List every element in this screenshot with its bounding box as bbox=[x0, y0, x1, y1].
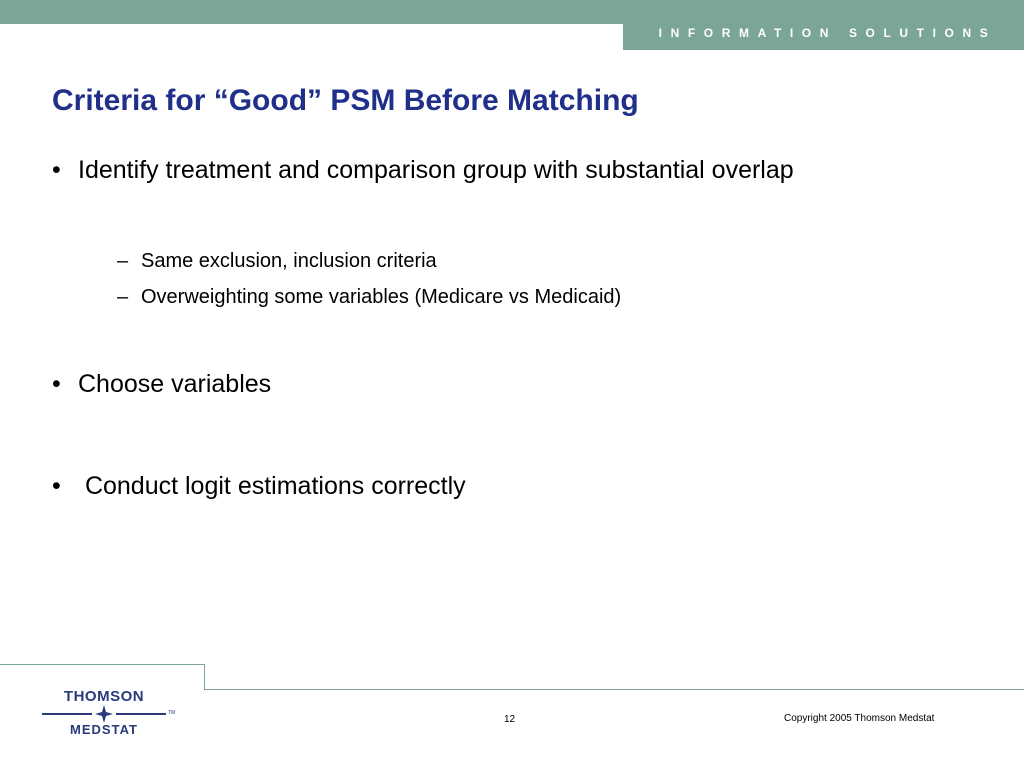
thomson-medstat-logo bbox=[40, 688, 180, 740]
slide-title: Criteria for “Good” PSM Before Matching bbox=[52, 84, 639, 117]
sub-bullet-text: Overweighting some variables (Medicare vs Medicaid) bbox=[141, 286, 622, 308]
footer-divider bbox=[204, 664, 205, 690]
copyright-notice: Copyright 2005 Thomson Medstat bbox=[784, 713, 935, 724]
bullet-text: Identify treatment and comparison group with substantial overlap bbox=[78, 156, 794, 184]
sub-bullet-mark: – bbox=[117, 286, 129, 308]
sub-bullet-item bbox=[117, 250, 437, 273]
bullet-mark: • bbox=[52, 472, 61, 500]
bullet-item bbox=[52, 370, 271, 399]
sub-bullet-mark: – bbox=[117, 250, 129, 272]
sub-bullet-item bbox=[117, 286, 621, 309]
bullet-text: Conduct logit estimations correctly bbox=[78, 472, 466, 500]
bullet-text: Choose variables bbox=[78, 370, 272, 398]
trademark-mark: TM bbox=[168, 710, 176, 716]
bullet-mark: • bbox=[52, 370, 61, 398]
bullet-item bbox=[52, 156, 794, 185]
footer-divider bbox=[0, 664, 205, 665]
bullet-mark: • bbox=[52, 156, 61, 184]
brand-tab bbox=[623, 24, 1024, 50]
sub-bullet-text: Same exclusion, inclusion criteria bbox=[141, 250, 437, 272]
footer-divider bbox=[204, 689, 1024, 690]
brand-text: INFORMATION SOLUTIONS bbox=[658, 26, 997, 40]
logo-wordmark-bottom: MEDSTAT bbox=[70, 722, 138, 737]
page-number: 12 bbox=[504, 714, 516, 725]
logo-wordmark-top: THOMSON bbox=[63, 688, 145, 705]
star-icon bbox=[40, 704, 168, 724]
header-band bbox=[0, 0, 1024, 24]
bullet-item bbox=[52, 472, 466, 501]
